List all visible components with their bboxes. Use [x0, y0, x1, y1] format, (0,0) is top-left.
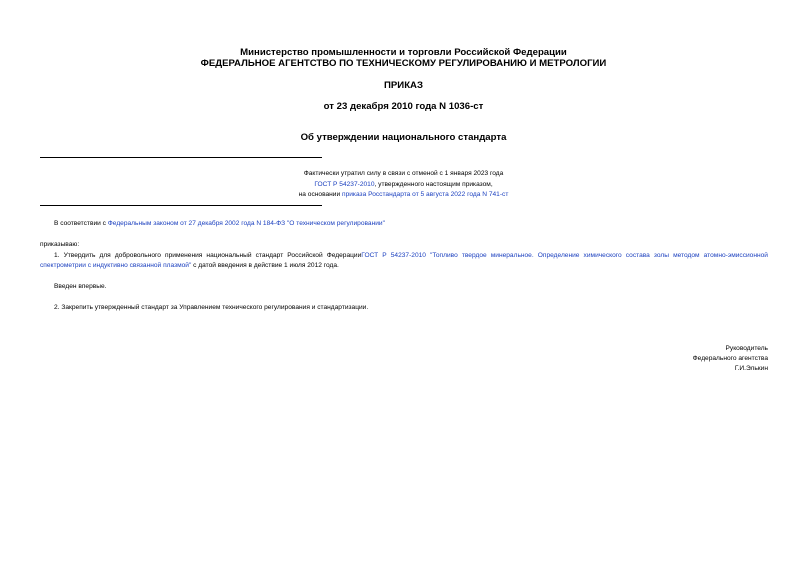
document-date: от 23 декабря 2010 года N 1036-ст	[323, 101, 484, 112]
status-note-line2-text: , утвержденного настоящим приказом,	[374, 181, 493, 188]
document-subject: Об утверждении национального стандарта	[300, 132, 507, 143]
signature-name: Г.И.Элькин	[734, 365, 768, 372]
agency-title: ФЕДЕРАЛЬНОЕ АГЕНТСТВО ПО ТЕХНИЧЕСКОМУ РЕГУЛИРОВАНИЮ И МЕТРОЛОГИИ	[200, 58, 607, 69]
gost-link[interactable]: ГОСТ Р 54237-2010	[314, 181, 375, 188]
signature-line2: Федерального агентства	[692, 355, 768, 362]
status-note-line3	[0, 190, 807, 199]
introduced-note: Введен впервые.	[54, 283, 107, 290]
rosstandart-order-link[interactable]: приказа Росстандарта от 5 августа 2022 года N 741-ст	[342, 191, 509, 198]
ministry-title: Министерство промышленности и торговли Российской Федерации	[240, 47, 567, 58]
item-1-paragraph	[40, 251, 768, 271]
top-divider	[40, 157, 322, 158]
bottom-divider	[40, 205, 322, 206]
item-1-tail: с датой введения в действие 1 июля 2012 года.	[191, 262, 339, 269]
item-2-paragraph: 2. Закрепить утвержденный стандарт за Управлением технического регулирования и стандартизации.	[54, 304, 369, 311]
intro-text: В соответствии с	[54, 220, 108, 227]
status-note-line3-text: на основании	[298, 191, 343, 198]
federal-law-link[interactable]: Федеральным законом от 27 декабря 2002 года N 184-ФЗ "О техническом регулировании"	[107, 220, 385, 227]
order-word: приказываю:	[40, 241, 80, 248]
intro-paragraph	[54, 219, 385, 229]
signature-line1: Руководитель	[725, 345, 768, 352]
status-note-line1: Фактически утратил силу в связи с отменой с 1 января 2023 года	[303, 170, 504, 177]
item-1-text: 1. Утвердить для добровольного применения национальный стандарт Российской Федерации	[54, 252, 362, 259]
gost-standard-link[interactable]: ГОСТ Р 54237-2010 "Топливо твердое минеральное. Определение химического состава золы методом атомно-эмиссионной спектрометрии с индуктивно связанной плазмой"	[40, 252, 768, 269]
document-type: ПРИКАЗ	[384, 80, 423, 91]
status-note-line2	[0, 180, 807, 189]
